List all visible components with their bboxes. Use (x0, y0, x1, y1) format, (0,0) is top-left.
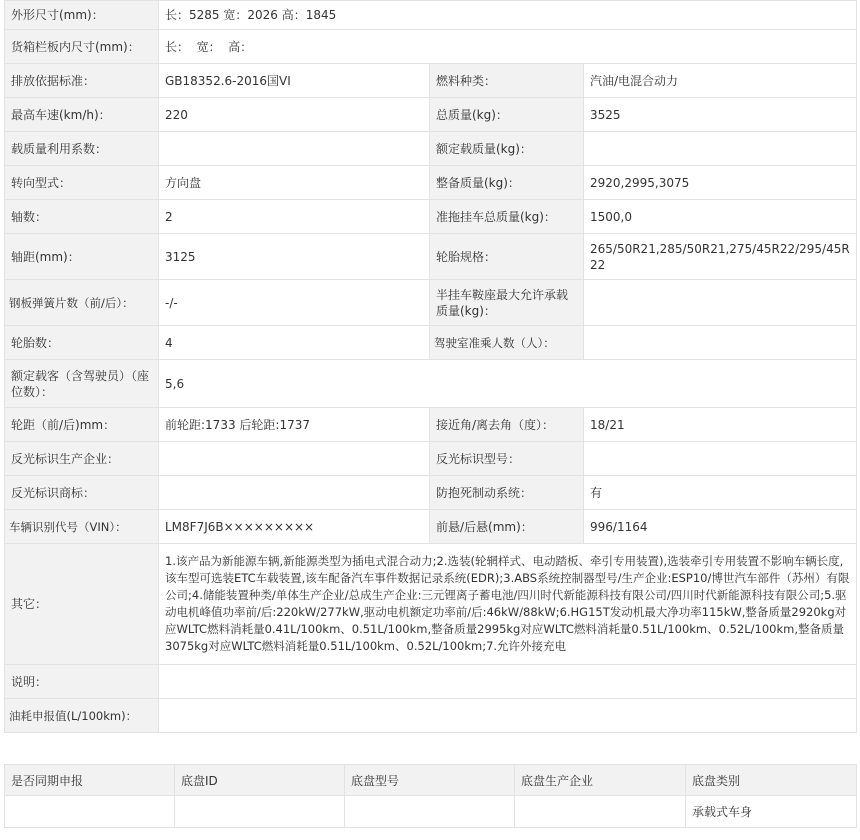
reflector-brand-label: 反光标识商标： (5, 476, 159, 510)
chassis-model-value (345, 796, 515, 828)
chassis-maker-value (515, 796, 686, 828)
wheelbase-label: 轴距(mm)： (5, 234, 159, 280)
chassis-header-id: 底盘ID (175, 765, 345, 796)
overhang-value: 996/1164 (584, 510, 857, 544)
steering-value: 方向盘 (159, 166, 430, 200)
dimensions-label: 外形尺寸(mm)： (5, 1, 159, 30)
trailer-mass-value: 1500,0 (584, 200, 857, 234)
remarks-value (159, 665, 857, 699)
dimensions-value: 长：5285 宽：2026 高：1845 (159, 1, 857, 30)
emission-standard-label: 排放依据标准： (5, 64, 159, 98)
spec-row (5, 326, 857, 360)
cargo-box-value: 长： 宽： 高： (159, 30, 857, 64)
reflector-maker-value (159, 442, 430, 476)
spec-row (5, 408, 857, 442)
axles-value: 2 (159, 200, 430, 234)
reflector-model-label: 反光标识型号： (430, 442, 584, 476)
tire-spec-label: 轮胎规格： (430, 234, 584, 280)
rated-passengers-value: 5,6 (159, 360, 857, 408)
spec-row (5, 544, 857, 665)
remarks-label: 说明： (5, 665, 159, 699)
spec-row (5, 442, 857, 476)
steering-label: 转向型式： (5, 166, 159, 200)
cab-occupants-value (584, 326, 857, 360)
load-utilization-value (159, 132, 430, 166)
trailer-mass-label: 准拖挂车总质量(kg)： (430, 200, 584, 234)
fuel-type-label: 燃料种类： (430, 64, 584, 98)
overhang-label: 前悬/后悬(mm)： (430, 510, 584, 544)
chassis-id-value (175, 796, 345, 828)
spec-row (5, 98, 857, 132)
vin-value: LM8F7J6B××××××××× (159, 510, 430, 544)
fuel-type-value: 汽油/电混合动力 (584, 64, 857, 98)
reflector-model-value (584, 442, 857, 476)
chassis-header-model: 底盘型号 (345, 765, 515, 796)
abs-label: 防抱死制动系统： (430, 476, 584, 510)
emission-standard-value: GB18352.6-2016国VI (159, 64, 430, 98)
rated-load-value (584, 132, 857, 166)
curb-mass-value: 2920,2995,3075 (584, 166, 857, 200)
fuel-report-value (159, 699, 857, 733)
chassis-category-value: 承载式车身 (686, 796, 857, 828)
spec-row (5, 476, 857, 510)
chassis-table (4, 764, 857, 828)
chassis-header-maker: 底盘生产企业 (515, 765, 686, 796)
chassis-header-concurrent: 是否同期申报 (5, 765, 175, 796)
spec-row (5, 510, 857, 544)
cab-occupants-label: 驾驶室准乘人数（人）： (430, 326, 584, 360)
wheelbase-value: 3125 (159, 234, 430, 280)
rated-passengers-label: 额定载客（含驾驶员）（座位数）： (5, 360, 159, 408)
chassis-header-category: 底盘类别 (686, 765, 857, 796)
other-label: 其它： (5, 544, 159, 665)
gross-mass-label: 总质量(kg)： (430, 98, 584, 132)
saddle-load-value (584, 280, 857, 326)
cargo-box-label: 货箱栏板内尺寸(mm)： (5, 30, 159, 64)
vehicle-spec-table (4, 0, 857, 733)
max-speed-value: 220 (159, 98, 430, 132)
spec-row (5, 234, 857, 280)
spec-row (5, 30, 857, 64)
chassis-concurrent-value (5, 796, 175, 828)
abs-value: 有 (584, 476, 857, 510)
approach-departure-label: 接近角/离去角（度）： (430, 408, 584, 442)
spec-row (5, 665, 857, 699)
other-value: 1.该产品为新能源车辆,新能源类型为插电式混合动力;2.选装(轮辋样式、电动踏板、牵引专用装置),选装牵引专用装置不影响车辆长度,该车型可选装ETC车载装置,该车配备汽车事件数据记录系统(EDR);3.ABS系统控制器型号/生产企业:ESP10/博世汽车部件（苏州）有限公司;4.储能装置种类/单体生产企业/总成生产企业:三元锂离子蓄电池/四川时代新能源科技有限公司/四川时代新能源科技有限公司;5.驱动电机峰值功率前/后:220kW/277kW,驱动电机额定功率前/后:46kW/88kW;6.HG15T发动机最大净功率115kW,整备质量2920kg对应WLTC燃料消耗量0.41L/100km、0.51L/100km,整备质量2995kg对应WLTC燃料消耗量0.51L/100km、0.52L/100km,整备质量3075kg对应WLTC燃料消耗量0.51L/100km、0.52L/100km;7.允许外接充电 (159, 544, 857, 665)
chassis-data-row (5, 796, 857, 828)
spec-row (5, 200, 857, 234)
tire-spec-value: 265/50R21,285/50R21,275/45R22/295/45R22 (584, 234, 857, 280)
rated-load-label: 额定载质量(kg)： (430, 132, 584, 166)
spec-row (5, 166, 857, 200)
load-utilization-label: 载质量利用系数： (5, 132, 159, 166)
approach-departure-value: 18/21 (584, 408, 857, 442)
fuel-report-label: 油耗申报值(L/100km)： (5, 699, 159, 733)
gross-mass-value: 3525 (584, 98, 857, 132)
spec-row (5, 1, 857, 30)
tire-count-value: 4 (159, 326, 430, 360)
saddle-load-label: 半挂车鞍座最大允许承载质量(kg)： (430, 280, 584, 326)
track-label: 轮距（前/后)mm： (5, 408, 159, 442)
tire-count-label: 轮胎数： (5, 326, 159, 360)
spec-row (5, 360, 857, 408)
max-speed-label: 最高车速(km/h)： (5, 98, 159, 132)
track-value: 前轮距:1733 后轮距:1737 (159, 408, 430, 442)
leaf-springs-label: 钢板弹簧片数（前/后）： (5, 280, 159, 326)
reflector-brand-value (159, 476, 430, 510)
axles-label: 轴数： (5, 200, 159, 234)
vin-label: 车辆识别代号（VIN）： (5, 510, 159, 544)
reflector-maker-label: 反光标识生产企业： (5, 442, 159, 476)
spec-row (5, 699, 857, 733)
chassis-header-row (5, 765, 857, 796)
spec-row (5, 64, 857, 98)
spec-row (5, 280, 857, 326)
curb-mass-label: 整备质量(kg)： (430, 166, 584, 200)
leaf-springs-value: -/- (159, 280, 430, 326)
spec-row (5, 132, 857, 166)
